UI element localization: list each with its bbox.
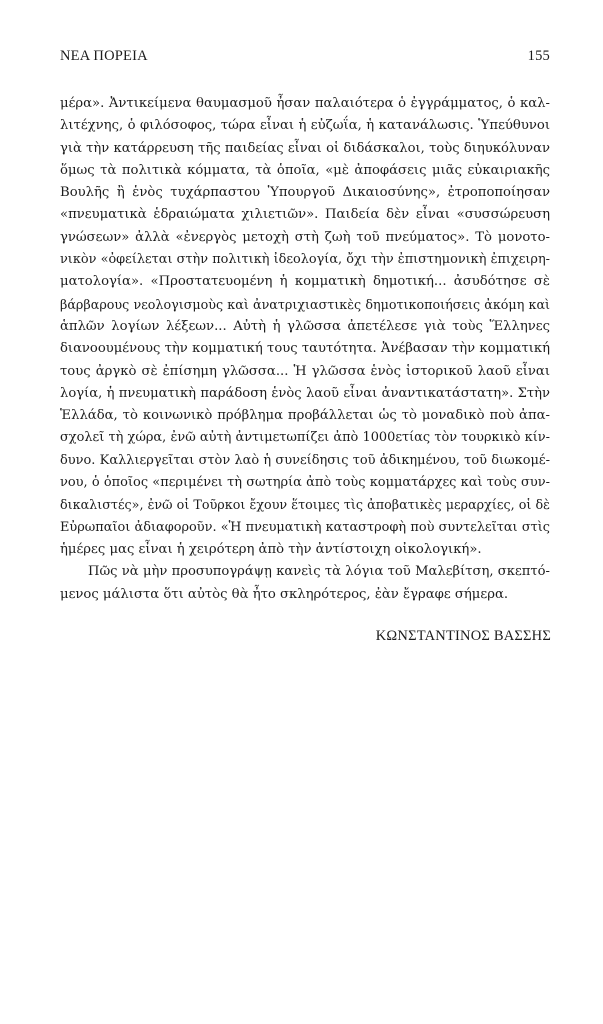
text-line: σχολεῖ τὴ χώρα, ἐνῶ αὐτὴ ἀντιμετωπίζει ἀπὸ 1000ετίας τὸν τουρκικὸ κίν- (60, 430, 550, 446)
text-line: λογία, ἡ πνευματικὴ παράδοση ἑνὸς λαοῦ εἶναι ἀναντικατάστατη». Στὴν (60, 385, 550, 401)
text-line: διανοουμένους τὴν κομματική τους ταυτότητα. Ἀνέβασαν τὴν κομματική (60, 341, 550, 357)
text-line: δυνο. Καλλιεργεῖται στὸν λαὸ ἡ συνείδησις τοῦ ἀδικημένου, τοῦ διωκομέ- (60, 452, 550, 468)
text-line: ἁπλῶν λογίων λέξεων... Αὐτὴ ἡ γλῶσσα ἀπετέλεσε γιὰ τοὺς Ἕλληνες (60, 318, 550, 334)
journal-title: ΝΕΑ ΠΟΡΕΙΑ (60, 48, 148, 64)
text-line: Εὐρωπαῖοι ἀδιαφοροῦν. «Ἡ πνευματικὴ καταστροφὴ ποὺ συντελεῖται στὶς (60, 519, 550, 535)
text-line: γιὰ τὴν κατάρρευση τῆς παιδείας εἶναι οἱ διδάσκαλοι, τοὺς διηυκόλυναν (60, 140, 550, 156)
text-line: ἡμέρες μας εἶναι ἡ χειρότερη ἀπὸ τὴν ἀντίστοιχη οἰκολογική». (60, 541, 482, 557)
page-number: 155 (527, 48, 550, 64)
text-line: Πῶς νὰ μὴν προσυπογράψῃ κανεὶς τὰ λόγια τοῦ Μαλεβίτση, σκεπτό- (88, 564, 550, 580)
text-line: Ἑλλάδα, τὸ κοινωνικὸ πρόβλημα προβάλλεται ὡς τὸ μοναδικὸ ποὺ ἀπα- (60, 408, 550, 424)
text-line: μενος μάλιστα ὅτι αὐτὸς θὰ ἦτο σκληρότερος, ἐὰν ἔγραφε σήμερα. (60, 586, 509, 602)
text-line: ματολογία». «Προστατευομένη ἡ κομματικὴ δημοτική... ἀσυδότησε σὲ (60, 274, 550, 290)
text-line: τους ἀργκὸ σὲ ἐπίσημη γλῶσσα... Ἡ γλῶσσα ἑνὸς ἱστορικοῦ λαοῦ εἶναι (60, 363, 550, 379)
text-line: δικαλιστές», ἐνῶ οἱ Τοῦρκοι ἔχουν ἕτοιμες τὶς ἀποβατικὲς μεραρχίες, οἱ δὲ (60, 497, 550, 513)
text-line: Βουλῆς ἢ ἑνὸς τυχάρπαστου Ὑπουργοῦ Δικαιοσύνης», ἐτροποποίησαν (60, 185, 550, 201)
body-text (60, 93, 550, 606)
text-line: βάρβαρους νεολογισμοὺς καὶ ἀνατριχιαστικὲς δημοτικοποιήσεις ἀκόμη καὶ (60, 296, 550, 312)
text-line: λιτέχνης, ὁ φιλόσοφος, τώρα εἶναι ἡ εὐζωΐα, ἡ κατανάλωσις. Ὑπεύθυνοι (60, 118, 550, 134)
text-line: νου, ὁ ὁποῖος «περιμένει τὴ σωτηρία ἀπὸ τοὺς κομματάρχες καὶ τοὺς συν- (60, 475, 550, 491)
text-line: «πνευματικὰ ἑδραιώματα χιλιετιῶν». Παιδεία δὲν εἶναι «συσσώρευση (60, 207, 550, 223)
text-line: νικὸν «ὀφείλεται στὴν πολιτικὴ ἰδεολογία, ὄχι τὴν ἐπιστημονικὴ ἐπιχειρη- (60, 252, 550, 268)
text-line: μέρα». Ἀντικείμενα θαυμασμοῦ ἦσαν παλαιότερα ὁ ἐγγράμματος, ὁ καλ- (60, 96, 550, 111)
author-signature: ΚΩΝΣΤΑΝΤΙΝΟΣ ΒΑΣΣΗΣ (375, 628, 551, 644)
text-line: ὅμως τὰ πολιτικὰ κόμματα, τὰ ὁποῖα, «μὲ ἀποφάσεις μιᾶς εὐκαιριακῆς (60, 162, 550, 178)
running-header (60, 48, 550, 65)
text-line: γνώσεων» ἀλλὰ «ἐνεργὸς μετοχὴ στὴ ζωὴ τοῦ πνεύματος». Τὸ μονοτο- (60, 229, 550, 245)
